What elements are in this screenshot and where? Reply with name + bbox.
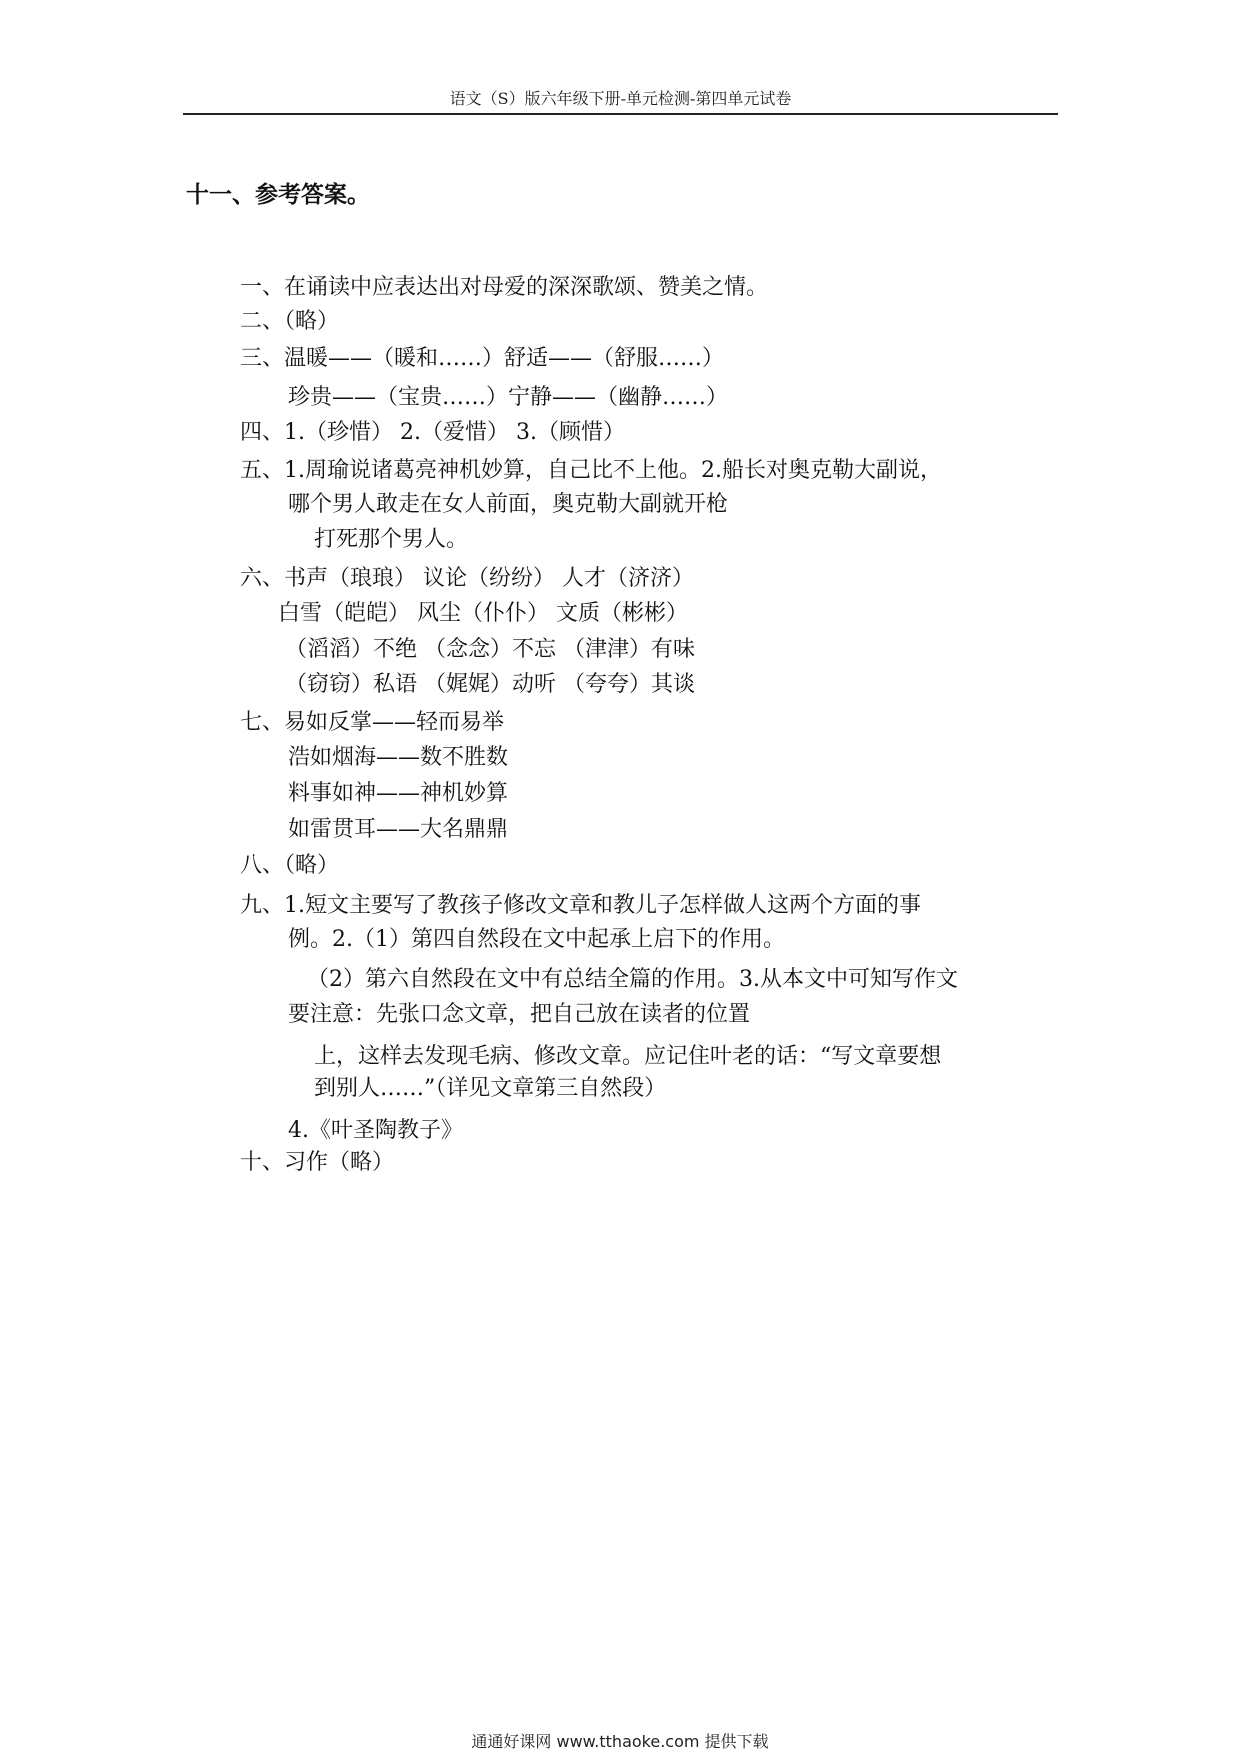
answer-line-12: （窃窃）私语 （娓娓）动听 （夸夸）其谈 bbox=[285, 672, 695, 697]
answer-line-24: 4.《叶圣陶教子》 bbox=[288, 1118, 463, 1143]
answer-line-9: 六、书声（琅琅） 议论（纷纷） 人才（济济） bbox=[240, 566, 694, 591]
answer-line-14: 浩如烟海——数不胜数 bbox=[288, 745, 509, 770]
page-footer: 通通好课网 www.tthaoke.com 提供下载 bbox=[471, 1732, 769, 1751]
header-divider bbox=[183, 113, 1058, 115]
answer-line-19: 例。2.（1）第四自然段在文中起承上启下的作用。 bbox=[288, 927, 785, 952]
answer-line-6: 五、1.周瑜说诸葛亮神机妙算，自己比不上他。2.船长对奥克勒大副说， bbox=[240, 458, 942, 483]
answer-line-25: 十、习作（略） bbox=[240, 1150, 395, 1175]
answer-line-22: 上，这样去发现毛病、修改文章。应记住叶老的话：“写文章要想 bbox=[314, 1044, 942, 1069]
answer-line-8: 打死那个男人。 bbox=[314, 527, 469, 552]
section-title: 十一、参考答案。 bbox=[186, 182, 370, 208]
answer-line-16: 如雷贯耳——大名鼎鼎 bbox=[288, 817, 509, 842]
answer-line-3: 三、温暖——（暖和……）舒适——（舒服……） bbox=[240, 346, 725, 371]
page-header-title: 语文（S）版六年级下册-单元检测-第四单元试卷 bbox=[449, 89, 792, 108]
answer-line-11: （滔滔）不绝 （念念）不忘 （津津）有味 bbox=[285, 637, 695, 662]
answer-line-20: （2）第六自然段在文中有总结全篇的作用。3.从本文中可知写作文 bbox=[307, 967, 958, 992]
answer-line-21: 要注意：先张口念文章，把自己放在读者的位置 bbox=[288, 1002, 751, 1027]
answer-line-1: 一、在诵读中应表达出对母爱的深深歌颂、赞美之情。 bbox=[240, 275, 769, 300]
answer-line-15: 料事如神——神机妙算 bbox=[288, 781, 509, 806]
answer-line-5: 四、1.（珍惜） 2.（爱惜） 3.（顾惜） bbox=[240, 420, 625, 445]
answer-line-4: 珍贵——（宝贵……）宁静——（幽静……） bbox=[288, 385, 729, 410]
answer-line-18: 九、1.短文主要写了教孩子修改文章和教儿子怎样做人这两个方面的事 bbox=[240, 893, 921, 918]
answer-line-7: 哪个男人敢走在女人前面，奥克勒大副就开枪 bbox=[288, 492, 729, 517]
answer-line-2: 二、（略） bbox=[240, 309, 340, 334]
answer-line-23: 到别人……”（详见文章第三自然段） bbox=[314, 1076, 667, 1101]
answer-line-13: 七、易如反掌——轻而易举 bbox=[240, 710, 505, 735]
answer-line-17: 八、（略） bbox=[240, 853, 340, 878]
answer-line-10: 白雪（皑皑） 风尘（仆仆） 文质（彬彬） bbox=[278, 601, 688, 626]
